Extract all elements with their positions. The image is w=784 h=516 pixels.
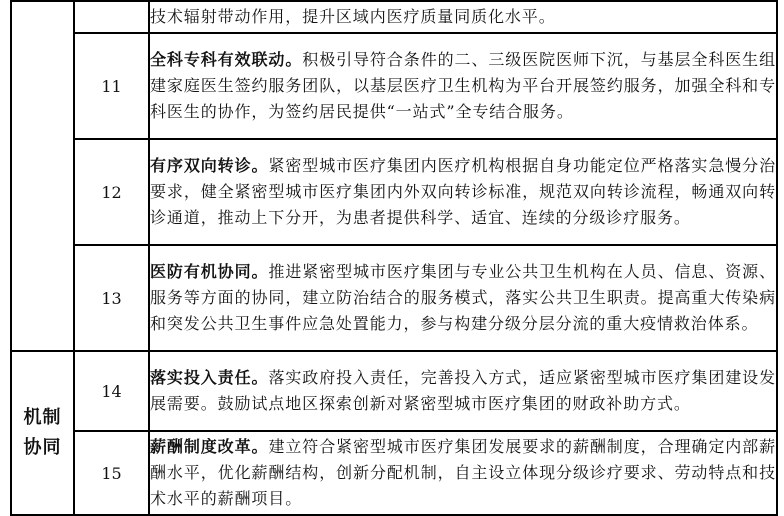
row-lead-text: 薪酬制度改革。	[150, 437, 269, 456]
category-cell-blank	[11, 1, 74, 351]
row-lead-text: 落实投入责任。	[150, 368, 269, 387]
row-lead-text: 全科专科有效联动。	[150, 50, 303, 69]
table-row	[11, 245, 777, 351]
table-row	[11, 1, 777, 33]
row-body-text: 落实政府投入责任，完善投入方式，适应紧密型城市医疗集团建设发展需要。鼓励试点地区探索创新对紧密型城市医疗集团的财政补助方式。	[150, 368, 776, 413]
row-body-text: 技术辐射带动作用，提升区域内医疗质量同质化水平。	[150, 7, 556, 26]
row-number-cell: 12	[74, 139, 149, 245]
table-row	[11, 33, 777, 139]
row-lead-text: 医防有机协同。	[150, 262, 269, 281]
category-label-line2: 协同	[23, 437, 62, 458]
row-content-cell	[149, 33, 777, 139]
row-body-text: 积极引导符合条件的二、三级医院医师下沉，与基层全科医生组建家庭医生签约服务团队，以基层医疗卫生机构为平台开展签约服务，加强全科和专科医生的协作，为签约居民提供“一站式”全专结合服务。	[150, 50, 776, 121]
row-body-text: 推进紧密型城市医疗集团与专业公共卫生机构在人员、信息、资源、服务等方面的协同，建立防治结合的服务模式，落实公共卫生职责。提高重大传染病和突发公共卫生事件应急处置能力，参与构建分级分层分流的重大疫情救治体系。	[150, 262, 776, 333]
category-label-line1: 机制	[23, 407, 62, 428]
row-content-cell	[149, 431, 777, 515]
row-content-cell	[149, 245, 777, 351]
row-number-cell: 14	[74, 351, 149, 431]
category-cell-mechanism	[11, 351, 74, 515]
row-content-cell	[149, 351, 777, 431]
row-content-cell	[149, 1, 777, 33]
table-row	[11, 139, 777, 245]
table-row	[11, 351, 777, 431]
row-number-cell: 15	[74, 431, 149, 515]
row-lead-text: 有序双向转诊。	[150, 156, 269, 175]
policy-table	[10, 0, 778, 516]
row-number-cell: 11	[74, 33, 149, 139]
row-body-text: 紧密型城市医疗集团内医疗机构根据自身功能定位严格落实急慢分治要求，健全紧密型城市医疗集团内外双向转诊标准，规范双向转诊流程，畅通双向转诊通道，推动上下分开，为患者提供科学、适宜、连续的分级诊疗服务。	[150, 156, 776, 227]
table-row	[11, 431, 777, 515]
row-number-cell: 13	[74, 245, 149, 351]
row-content-cell	[149, 139, 777, 245]
row-body-text: 建立符合紧密型城市医疗集团发展要求的薪酬制度，合理确定内部薪酬水平，优化薪酬结构，创新分配机制，自主设立体现分级诊疗要求、劳动特点和技术水平的薪酬项目。	[150, 437, 776, 508]
row-number-cell	[74, 1, 149, 33]
